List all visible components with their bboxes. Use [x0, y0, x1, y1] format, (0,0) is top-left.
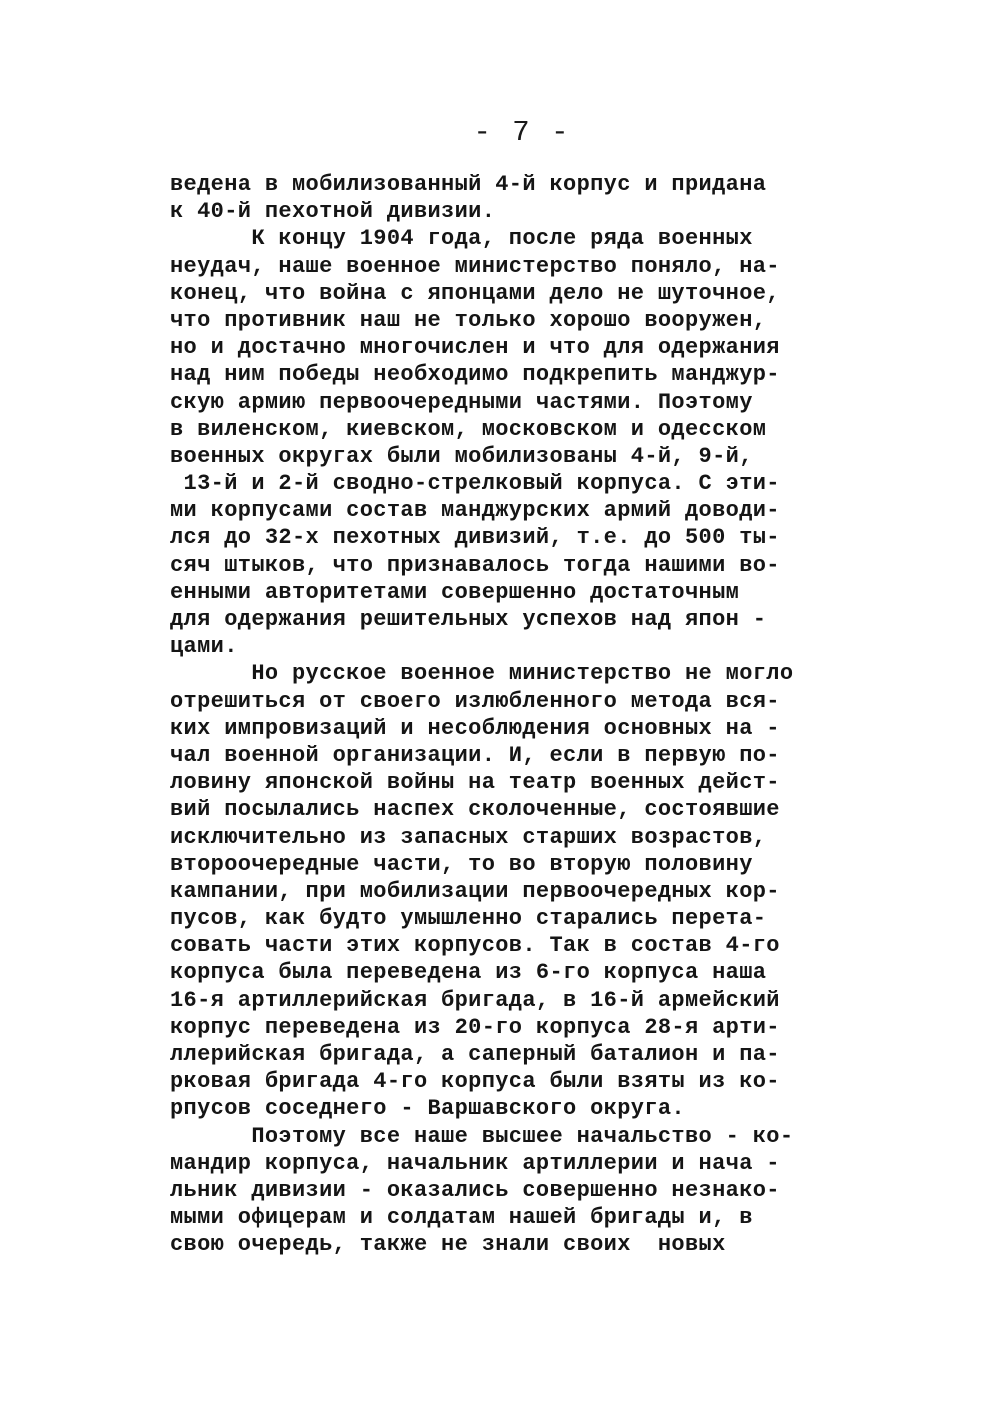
- text-line: над ним победы необходимо подкрепить манджур-: [170, 362, 780, 388]
- text-line: льник дивизии - оказались совершенно незнако-: [170, 1177, 780, 1203]
- text-line: вий посылались наспех сколоченные, состоявшие: [170, 797, 780, 823]
- text-line: сяч штыков, что признавалось тогда нашими во-: [170, 552, 780, 578]
- text-line: мыми офицерам и солдатам нашей бригады и, в: [170, 1205, 753, 1231]
- text-line: но и достачно многочислен и что для одержания: [170, 335, 780, 361]
- text-line: лся до 32-х пехотных дивизий, т.е. до 500 ты-: [170, 525, 780, 551]
- text-line: скую армию первоочередными частями. Поэтому: [170, 389, 753, 415]
- text-line: 13-й и 2-й сводно-стрелковый корпуса. С эти-: [170, 471, 780, 497]
- text-line: что противник наш не только хорошо вооружен,: [170, 307, 767, 333]
- text-line: К концу 1904 года, после ряда военных: [170, 226, 753, 252]
- text-line: в виленском, киевском, московском и одесском: [170, 416, 767, 442]
- text-line: военных округах были мобилизованы 4-й, 9-й,: [170, 443, 753, 469]
- text-line: ких импровизаций и несоблюдения основных на -: [170, 715, 780, 741]
- text-line: корпус переведена из 20-го корпуса 28-я арти-: [170, 1014, 780, 1040]
- text-line: корпуса была переведена из 6-го корпуса наша: [170, 960, 767, 986]
- text-line: ллерийская бригада, а саперный баталион и па-: [170, 1042, 780, 1067]
- text-line: мандир корпуса, начальник артиллерии и нача -: [170, 1150, 780, 1176]
- text-line: 16-я артиллерийская бригада, в 16-й армейский: [170, 987, 780, 1013]
- text-line: свою очередь, также не знали своих новых: [170, 1232, 726, 1258]
- text-line: неудач, наше военное министерство поняло, на-: [170, 253, 780, 279]
- text-line: рпусов соседнего - Варшавского округа.: [170, 1096, 685, 1122]
- text-line: пусов, как будто умышленно старались перета-: [170, 906, 767, 932]
- page-number: - 7 -: [473, 116, 571, 149]
- text-line: исключительно из запасных старших возрастов,: [170, 824, 767, 850]
- text-line: совать части этих корпусов. Так в состав 4-го: [170, 933, 780, 959]
- text-line: ловину японской войны на театр военных дейст-: [170, 770, 780, 796]
- text-line: рковая бригада 4-го корпуса были взяты из ко-: [170, 1069, 780, 1095]
- text-line: чал военной организации. И, если в первую по-: [170, 742, 780, 768]
- text-line: кампании, при мобилизации первоочередных кор-: [170, 878, 780, 904]
- text-line: цами.: [170, 634, 238, 660]
- text-line: Поэтому все наше высшее начальство - ко-: [170, 1123, 794, 1149]
- text-line: для одержания решительных успехов над япон -: [170, 607, 767, 632]
- text-line: енными авторитетами совершенно достаточным: [170, 579, 740, 605]
- text-line: второочередные части, то во вторую половину: [170, 851, 753, 877]
- text-line: ведена в мобилизованный 4-й корпус и придана: [170, 172, 767, 197]
- text-line: ми корпусами состав манджурских армий доводи-: [170, 498, 780, 524]
- text-line: конец, что война с японцами дело не шуточное,: [170, 280, 780, 306]
- body-text: [170, 171, 920, 1259]
- text-line: к 40-й пехотной дивизии.: [170, 199, 496, 225]
- text-line: Но русское военное министерство не могло: [170, 661, 794, 687]
- text-line: отрешиться от своего излюбленного метода вся-: [170, 688, 780, 714]
